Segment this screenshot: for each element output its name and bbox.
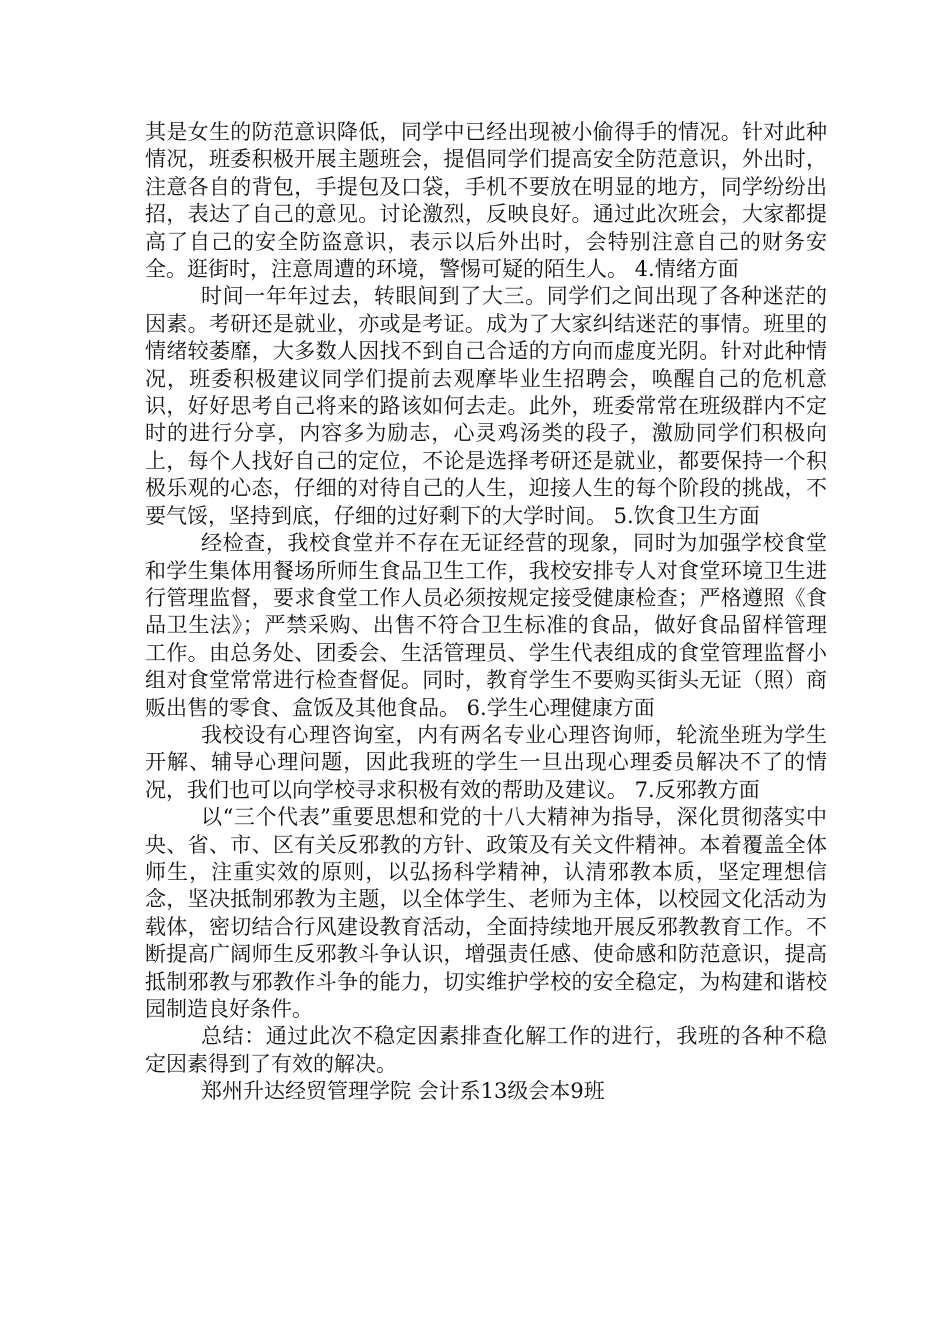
signature-line: 郑州升达经贸管理学院 会计系13级会本9班 xyxy=(201,1079,605,1104)
paragraph-emotion: 时间一年年过去，转眼间到了大三。同学们之间出现了各种迷茫的因素。考研还是就业，亦或是考证。成为了大家纠结迷茫的事情。班里的情绪较萎靡，大多数人因找不到自己合适的方向而虚度光阴。针对此种情况，班委积极建议同学们提前去观摩毕业生招聘会，唤醒自己的危机意识，好好思考自己将来的路该如何去走。此外，班委常常在班级群内不定时的进行分享，内容多为励志，心灵鸡汤类的段子，激励同学们积极向上，每个人找好自己的定位，不论是选择考研还是就业，都要保持一个积极乐观的心态，仔细的对待自己的人生，迎接人生的每个阶段的挑战，不要气馁，坚持到底，仔细的过好剩下的大学时间。 5.饮食卫生方面 xyxy=(145,284,827,528)
paragraph-food-hygiene: 经检查，我校食堂并不存在无证经营的现象，同时为加强学校食堂和学生集体用餐场所师生食品卫生工作，我校安排专人对食堂环境卫生进行管理监督，要求食堂工作人员必须按规定接受健康检查；严格遵照《食品卫生法》；严禁采购、出售不符合卫生标准的食品，做好食品留样管理工作。由总务处、团委会、生活管理员、学生代表组成的食堂管理监督小组对食堂常常进行检查督促。同时，教育学生不要购买街头无证（照）商贩出售的零食、盒饭及其他食品。 6.学生心理健康方面 xyxy=(145,531,827,720)
paragraph-summary: 总结：通过此次不稳定因素排查化解工作的进行，我班的各种不稳定因素得到了有效的解决。 xyxy=(145,1024,827,1076)
paragraph-safety: 其是女生的防范意识降低，同学中已经出现被小偷得手的情况。针对此种情况，班委积极开展主题班会，提倡同学们提高安全防范意识，外出时，注意各自的背包，手提包及口袋，手机不要放在明显的地方，同学纷纷出招，表达了自己的意见。讨论激烈，反映良好。通过此次班会，大家都提高了自己的安全防盗意识，表示以后外出时，会特别注意自己的财务安全。逛街时，注意周遭的环境，警惕可疑的陌生人。 4.情绪方面 xyxy=(145,120,827,282)
paragraph-mental-health: 我校设有心理咨询室，内有两名专业心理咨询师，轮流坐班为学生开解、辅导心理问题，因此我班的学生一旦出现心理委员解决不了的情况，我们也可以向学校寻求积极有效的帮助及建议。 7.反邪教方面 xyxy=(145,722,827,802)
paragraph-anti-cult: 以“三个代表”重要思想和党的十八大精神为指导，深化贯彻落实中央、省、市、区有关反邪教的方针、政策及有关文件精神。本着覆盖全体师生，注重实效的原则，以弘扬科学精神，认清邪教本质，坚定理想信念，坚决抵制邪教为主题，以全体学生、老师为主体，以校园文化活动为载体，密切结合行风建设教育活动，全面持续地开展反邪教教育工作。不断提高广阔师生反邪教斗争认识，增强责任感、使命感和防范意识，提高抵制邪教与邪教作斗争的能力，切实维护学校的安全稳定，为构建和谐校园制造良好条件。 xyxy=(145,805,827,1021)
document-page xyxy=(145,119,827,1106)
